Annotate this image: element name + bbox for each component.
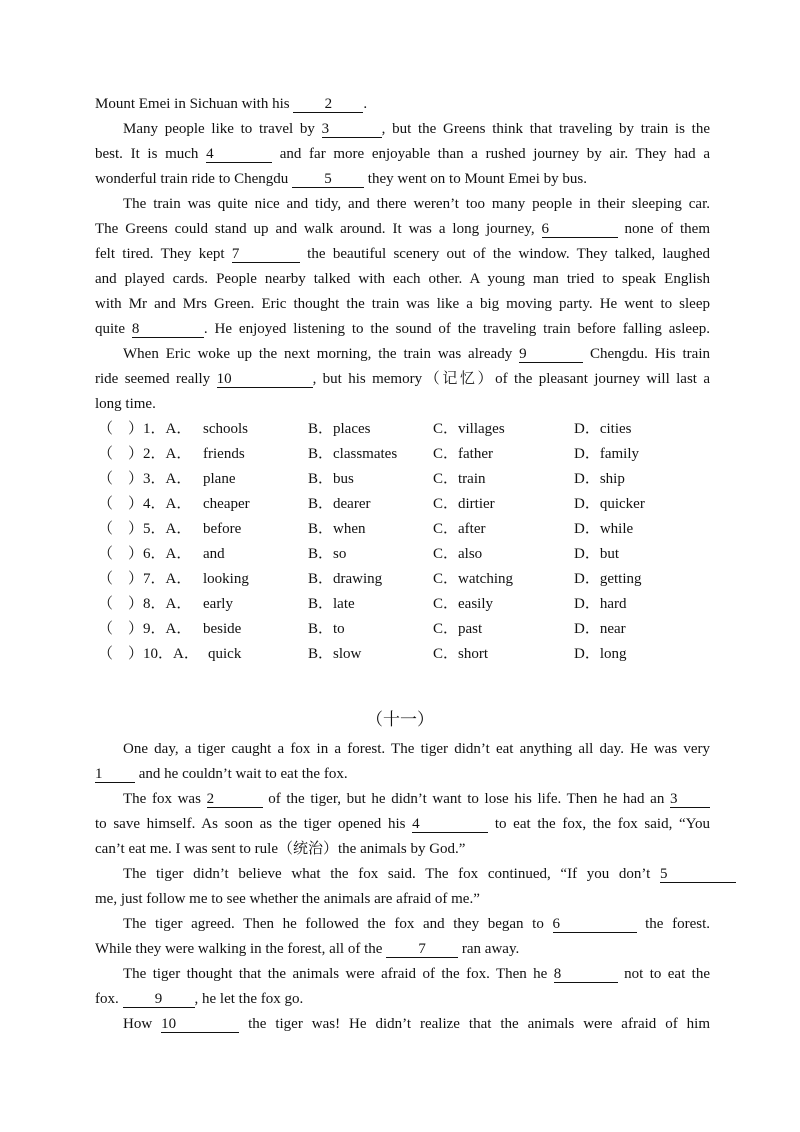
text: and far more enjoyable than a rushed journey by air. They had a — [272, 146, 711, 162]
option-a: plane — [203, 471, 236, 487]
text: How — [123, 1016, 162, 1032]
option-d: D．quicker — [574, 496, 645, 512]
text: me, just follow me to see whether the animals are afraid of me.” — [95, 891, 480, 907]
blank-4: 4 — [206, 146, 272, 163]
text: none of them — [617, 221, 710, 237]
question-row — [98, 594, 718, 614]
text: to save himself. As soon as the tiger opened his — [95, 816, 413, 832]
question-row — [98, 469, 718, 489]
passage-line — [95, 989, 710, 1009]
option-b: B．bus — [308, 471, 354, 487]
question-number: （ ）8．A． — [98, 596, 192, 612]
section-title: （十一） — [366, 710, 434, 730]
passage-line — [123, 914, 710, 934]
text: wonderful train ride to Chengdu — [95, 171, 293, 187]
text: . — [363, 96, 368, 112]
question-row — [98, 419, 718, 439]
option-d: D．near — [574, 621, 626, 637]
option-d: D．getting — [574, 571, 642, 587]
text: . He enjoyed listening to the sound of the traveling train before falling asleep. — [203, 321, 710, 337]
passage-line — [95, 94, 710, 114]
passage-line — [123, 864, 736, 884]
question-row — [98, 494, 718, 514]
text: felt tired. They kept — [95, 246, 232, 262]
option-a: quick — [208, 646, 242, 662]
text: best. It is much — [95, 146, 207, 162]
question-row — [98, 544, 718, 564]
text: not to eat the — [617, 966, 710, 982]
text: , but his memory（记忆）of the pleasant journey will last a — [312, 371, 710, 387]
question-number: （ ）6．A． — [98, 546, 192, 562]
text: The tiger thought that the animals were afraid of the fox. Then he — [123, 966, 554, 982]
question-number: （ ）3．A． — [98, 471, 192, 487]
option-b: B．places — [308, 421, 371, 437]
text: and played cards. People nearby talked with each other. A young man tried to speak English — [95, 271, 710, 287]
option-d: D．long — [574, 646, 627, 662]
question-row — [98, 519, 718, 539]
option-b: B．dearer — [308, 496, 371, 512]
option-c: C．after — [433, 521, 486, 537]
question-row — [98, 619, 718, 639]
option-d: D．while — [574, 521, 634, 537]
question-number: （ ）1．A． — [98, 421, 192, 437]
blank-2: 2 — [207, 791, 263, 808]
option-c: C．watching — [433, 571, 513, 587]
option-d: D．ship — [574, 471, 625, 487]
text: long time. — [95, 396, 156, 412]
question-number: （ ）10．A． — [98, 646, 199, 662]
text: with Mr and Mrs Green. Eric thought the train was like a big moving party. He went to sleep — [95, 296, 710, 312]
passage-line — [95, 369, 710, 389]
option-a: early — [203, 596, 233, 612]
option-b: B．slow — [308, 646, 362, 662]
text: the tiger was! He didn’t realize that the animals were afraid of him — [239, 1016, 710, 1032]
passage-line — [95, 144, 710, 164]
option-b: B．to — [308, 621, 345, 637]
question-number: （ ）4．A． — [98, 496, 192, 512]
blank-9: 9 — [519, 346, 583, 363]
blank-7: 7 — [232, 246, 300, 263]
question-number: （ ）9．A． — [98, 621, 192, 637]
question-number: （ ）7．A． — [98, 571, 192, 587]
text: The train was quite nice and tidy, and there weren’t too many people in their sleeping car. — [123, 196, 710, 212]
text: The tiger agreed. Then he followed the fox and they began to — [123, 916, 553, 932]
text: ride seemed really — [95, 371, 217, 387]
option-a: schools — [203, 421, 248, 437]
passage-line — [95, 939, 710, 959]
option-d: D．hard — [574, 596, 627, 612]
option-a: cheaper — [203, 496, 250, 512]
text: the beautiful scenery out of the window. They talked, laughed — [299, 246, 710, 262]
passage-line — [95, 294, 710, 314]
option-a: before — [203, 521, 242, 537]
question-row — [98, 444, 718, 464]
blank-8: 8 — [554, 966, 618, 983]
text: , he let the fox go. — [194, 991, 304, 1007]
passage-line — [95, 319, 710, 339]
passage-line — [95, 169, 710, 189]
text: Chengdu. His train — [583, 346, 711, 362]
text: can’t eat me. I was sent to rule（统治）the animals by God.” — [95, 841, 466, 857]
text: The tiger didn’t believe what the fox said. The fox continued, “If you don’t — [123, 866, 660, 882]
passage-line — [95, 219, 710, 239]
option-c: C．short — [433, 646, 489, 662]
passage-line — [123, 119, 710, 139]
option-d: D．but — [574, 546, 620, 562]
option-c: C．father — [433, 446, 493, 462]
blank-5: 5 — [292, 171, 364, 188]
blank-10: 10 — [161, 1016, 239, 1033]
passage-line — [95, 269, 710, 289]
passage-line — [123, 789, 710, 809]
passage-line — [123, 194, 710, 214]
blank-6: 6 — [553, 916, 637, 933]
text: of the tiger, but he didn’t want to lose his life. Then he had an — [262, 791, 670, 807]
question-row — [98, 644, 718, 664]
blank-3: 3 — [322, 121, 382, 138]
blank-10: 10 — [217, 371, 313, 388]
text: Many people like to travel by — [123, 121, 322, 137]
blank-6: 6 — [542, 221, 618, 238]
passage-line — [95, 764, 710, 784]
text: When Eric woke up the next morning, the train was already — [123, 346, 520, 362]
question-number: （ ）2．A． — [98, 446, 192, 462]
text: quite — [95, 321, 132, 337]
option-c: C．dirtier — [433, 496, 495, 512]
option-c: C．villages — [433, 421, 505, 437]
question-row — [98, 569, 718, 589]
text: they went on to Mount Emei by bus. — [364, 171, 587, 187]
option-d: D．family — [574, 446, 639, 462]
text: One day, a tiger caught a fox in a forest. The tiger didn’t eat anything all day. He was very — [123, 741, 710, 757]
passage-line — [95, 814, 710, 834]
option-a: looking — [203, 571, 249, 587]
passage-line — [123, 964, 710, 984]
passage-line — [95, 889, 710, 909]
passage-line — [95, 394, 710, 414]
option-c: C．train — [433, 471, 486, 487]
option-b: B．when — [308, 521, 366, 537]
text: While they were walking in the forest, all of the — [95, 941, 387, 957]
option-b: B．so — [308, 546, 347, 562]
text: to eat the fox, the fox said, “You — [488, 816, 710, 832]
question-number: （ ）5．A． — [98, 521, 192, 537]
passage-line — [123, 739, 710, 759]
option-b: B．drawing — [308, 571, 383, 587]
text: and he couldn’t wait to eat the fox. — [135, 766, 348, 782]
option-a: friends — [203, 446, 245, 462]
text: ran away. — [458, 941, 520, 957]
option-b: B．classmates — [308, 446, 398, 462]
text: the forest. — [636, 916, 711, 932]
blank-3: 3 — [670, 791, 710, 808]
option-c: C．easily — [433, 596, 493, 612]
blank-8: 8 — [132, 321, 204, 338]
passage-line — [123, 1014, 710, 1034]
option-a: and — [203, 546, 225, 562]
blank-2: 2 — [293, 96, 363, 113]
option-c: C．also — [433, 546, 483, 562]
option-a: beside — [203, 621, 242, 637]
option-b: B．late — [308, 596, 355, 612]
option-c: C．past — [433, 621, 483, 637]
text: , but the Greens think that traveling by train is the — [381, 121, 710, 137]
blank-4: 4 — [412, 816, 488, 833]
blank-9: 9 — [123, 991, 195, 1008]
blank-7: 7 — [386, 941, 458, 958]
text: fox. — [95, 991, 123, 1007]
passage-line — [123, 344, 710, 364]
text: The fox was — [123, 791, 207, 807]
option-d: D．cities — [574, 421, 632, 437]
text: The Greens could stand up and walk around. It was a long journey, — [95, 221, 542, 237]
text: Mount Emei in Sichuan with his — [95, 96, 294, 112]
passage-line — [95, 244, 710, 264]
blank-5: 5 — [660, 866, 736, 883]
blank-1: 1 — [95, 766, 135, 783]
passage-line — [95, 839, 710, 859]
